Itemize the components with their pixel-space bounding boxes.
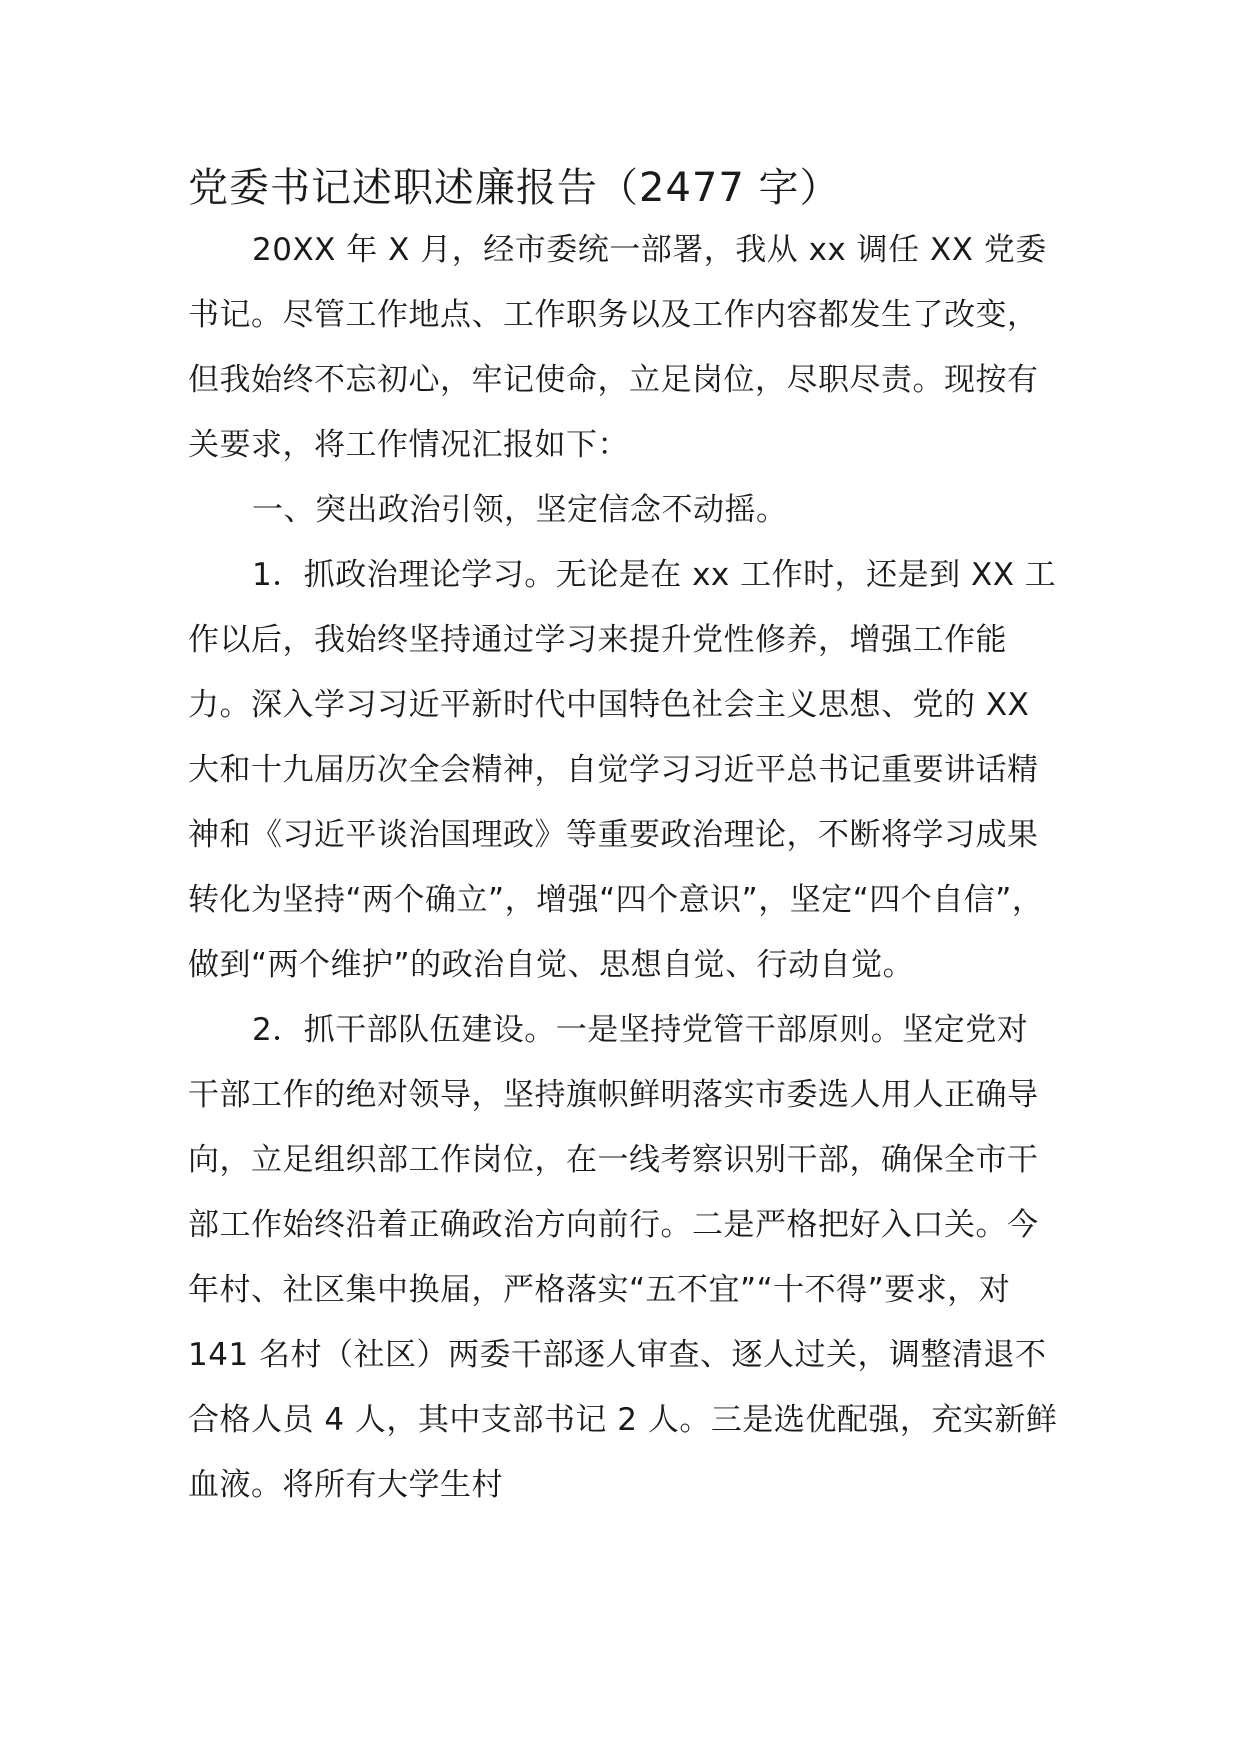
paragraph-cadre-building: 2．抓干部队伍建设。一是坚持党管干部原则。坚定党对干部工作的绝对领导，坚持旗帜鲜明落实市委选人用人正确导向，立足组织部工作岗位，在一线考察识别干部，确保全市干部工作始终沿着正确政治方向前行。二是严格把好入口关。今年村、社区集中换届，严格落实“五不宜”“十不得”要求，对 141 名村（社区）两委干部逐人审查、逐人过关，调整清退不合格人员 4 人，其中支部书记 2 人。三是选优配强，充实新鲜血液。将所有大学生村 xyxy=(188,1012,1058,1503)
section-heading-political-guidance: 一、突出政治引领，坚定信念不动摇。 xyxy=(252,492,788,528)
document-page xyxy=(188,158,1058,1518)
paragraph-intro: 20XX 年 X 月，经市委统一部署，我从 xx 调任 XX 党委书记。尽管工作地点、工作职务以及工作内容都发生了改变，但我始终不忘初心，牢记使命，立足岗位，尽职尽责。现按有关要求，将工作情况汇报如下： xyxy=(188,232,1047,463)
document-title: 党委书记述职述廉报告（2477 字） xyxy=(188,165,841,211)
paragraph-theory-study: 1．抓政治理论学习。无论是在 xx 工作时，还是到 XX 工作以后，我始终坚持通过学习来提升党性修养，增强工作能力。深入学习习近平新时代中国特色社会主义思想、党的 XX 大和十九届历次全会精神，自觉学习习近平总书记重要讲话精神和《习近平谈治国理政》等重要政治理论，不断将学习成果转化为坚持“两个确立”，增强“四个意识”，坚定“四个自信”，做到“两个维护”的政治自觉、思想自觉、行动自觉。 xyxy=(188,557,1057,983)
